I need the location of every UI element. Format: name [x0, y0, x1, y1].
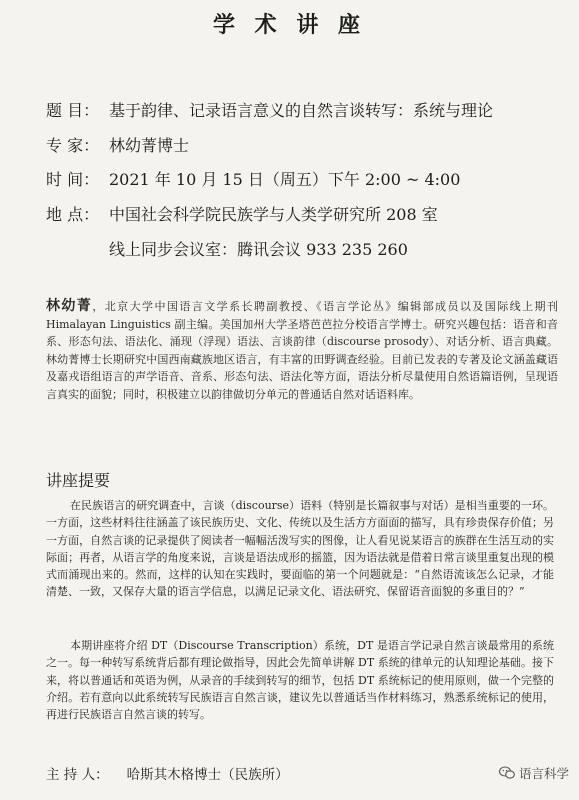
topic-value: 基于韵律、记录语言意义的自然言谈转写：系统与理论: [109, 101, 494, 120]
speaker-bio: [46, 298, 558, 403]
watermark: [499, 764, 569, 782]
expert-label: 专 家：: [46, 136, 100, 155]
host-label: 主 持 人：: [46, 767, 109, 783]
place-label: 地 点：: [46, 205, 100, 224]
time-row: [46, 167, 460, 190]
bio-text: ，北京大学中国语言文学系长聘副教授、《语言学论丛》编辑部成员以及国际线上期刊 Himalayan Linguistics 副主编。美国加州大学圣塔芭芭拉分校语言学博士。研究兴趣包括：语音和音系、形态句法、语法化、涌现（浮现）语法、言谈韵律（discourse prosody）、对话分析、语言典藏。林幼菁博士长期研究中国西南藏族地区语言，有丰富的田野调查经验。目前已发表的专著及论文涵盖藏语及嘉戎语组语言的声学语音、音系、形态句法、语法化等方面，语法分析尽量使用自然语篇语例，呈现语言真实的面貌；同时，积极建立以韵律做切分单元的普通话自然对话语料库。: [46, 300, 558, 401]
topic-label: 题 目：: [46, 101, 100, 120]
summary-paragraph-2: 本期讲座将介绍 DT（Discourse Transcription）系统，DT 是语言学记录自然言谈最常用的系统之一。每一种转写系统背后都有理论做指导，因此会先简单讲解 DT 系统的律单元的认知理论基础。接下来，将以普通话和英语为例，从录音的手续到转写的细节，包括 DT 系统标记的使用原则，做一个完整的介绍。若有意向以此系统转写民族语言自然言谈，建议先以普通话当作材料练习，熟悉系统标记的使用，再进行民族语言自然言谈的转写。: [46, 639, 554, 722]
watermark-text: 语言科学: [518, 766, 569, 781]
page-title: 学 术 讲 座: [213, 13, 366, 38]
host-value: 哈斯其木格博士（民族所）: [126, 767, 289, 783]
expert-row: [46, 133, 189, 156]
online-value: 线上同步会议室：腾讯会议 933 235 260: [109, 240, 408, 259]
summary-heading: 讲座提要: [46, 471, 111, 490]
time-label: 时 间：: [46, 170, 100, 189]
place-value: 中国社会科学院民族学与人类学研究所 208 室: [109, 205, 438, 224]
bio-name: 林幼菁: [46, 298, 93, 314]
summary-paragraph-1: 在民族语言的研究调查中，言谈（discourse）语料（特别是长篇叙事与对话）是相当重要的一环。一方面，这些材料往往涵盖了该民族历史、文化、传统以及生活方方面面的描写，具有珍贵保存价值；另一方面，自然言谈的记录提供了阅读者一幅幅活泼写实的图像，让人看见说某语言的族群在生活互动的实际面；再者，从语言学的角度来说，言谈是语法成形的摇篮，因为语法就是借着日常言谈里重复出现的模式而涌现出来的。然而，这样的认知在实践时，要面临的第一个问题就是：“自然语流该怎么记录，才能清楚、一致，又保存大量的语言学信息，以满足记录文化、语法研究、保留语音面貌的多重目的？”: [46, 499, 554, 599]
online-row: [109, 237, 408, 260]
place-row: [46, 202, 438, 225]
wechat-icon: [499, 766, 515, 780]
topic-row: [46, 98, 493, 121]
expert-value: 林幼菁博士: [109, 136, 190, 155]
time-value: 2021 年 10 月 15 日（周五）下午 2:00 ~ 4:00: [109, 170, 461, 189]
host-row: [46, 763, 289, 783]
